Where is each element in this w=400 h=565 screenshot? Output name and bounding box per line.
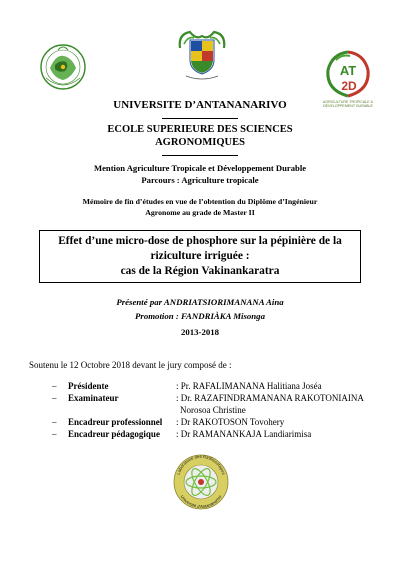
lab-ring-text-bottom: Université d'Antananarivo (179, 494, 223, 510)
presented-by: Présenté par ANDRIATSIORIMANANA Aina (116, 297, 284, 307)
mention: Mention Agriculture Tropicale et Développement Durable (93, 163, 307, 173)
school-logo (38, 38, 88, 96)
at2d-caption-line2: DÉVELOPPEMENT DURABLE (323, 104, 373, 109)
divider (162, 155, 238, 156)
thesis-title-line3: cas de la Région Vakinankaratra (120, 265, 280, 277)
jury-name: : Dr RAMANANKAJA Landiarimisa (176, 429, 312, 439)
defense-statement: Soutenu le 12 Octobre 2018 devant le jury composé de : (29, 360, 232, 370)
list-dash: – (52, 417, 57, 427)
jury-row (52, 428, 392, 440)
memoire-line2: Agronome au grade de Master II (145, 208, 255, 217)
list-dash: – (52, 393, 57, 403)
thesis-title-line1: Effet d’une micro-dose de phosphore sur la pépinière de la (58, 235, 342, 247)
jury-row (52, 380, 392, 392)
promotion: Promotion : FANDRIÀKA Misonga (135, 311, 265, 321)
at2d-caption-line1: AGRICULTURE TROPICALE & (322, 100, 374, 104)
lab-ring-text-top: Laboratoire des Radioisotopes (175, 453, 227, 476)
at2d-emblem-number: 2D (341, 79, 357, 93)
jury-name: : Pr. RAFALIMANANA Halitiana Joséa (176, 381, 322, 391)
jury-name: : Dr. RAZAFINDRAMANANA RAKOTONIAINA (176, 393, 364, 403)
list-dash: – (52, 381, 57, 391)
at2d-logo (322, 50, 374, 98)
at2d-emblem-letters: AT (339, 63, 357, 78)
school-name-line2: AGRONOMIQUES (155, 137, 245, 148)
jury-name-continued: Norosoa Christine (180, 405, 246, 415)
jury-role: Encadreur pédagogique (68, 429, 160, 439)
jury-row (52, 392, 392, 404)
jury-role: Encadreur professionnel (68, 417, 163, 427)
jury-role: Examinateur (68, 393, 119, 403)
school-name-line1: ECOLE SUPERIEURE DES SCIENCES (107, 124, 293, 135)
parcours: Parcours : Agriculture tropicale (141, 175, 259, 185)
university-crest (176, 26, 228, 84)
divider (162, 118, 238, 119)
years: 2013-2018 (180, 327, 220, 337)
memoire-line1: Mémoire de fin d’études en vue de l’obtention du Diplôme d’Ingénieur (82, 197, 318, 206)
list-dash: – (52, 429, 57, 439)
jury-name: : Dr RAKOTOSON Tovohery (176, 417, 285, 427)
thesis-title-line2: riziculture irriguée : (150, 250, 250, 262)
lab-radioisotopes-logo (173, 450, 229, 555)
jury-role: Présidente (68, 381, 109, 391)
jury-row (52, 416, 392, 428)
university-name: UNIVERSITE D’ANTANANARIVO (113, 99, 287, 111)
jury-row-continuation (52, 404, 392, 416)
